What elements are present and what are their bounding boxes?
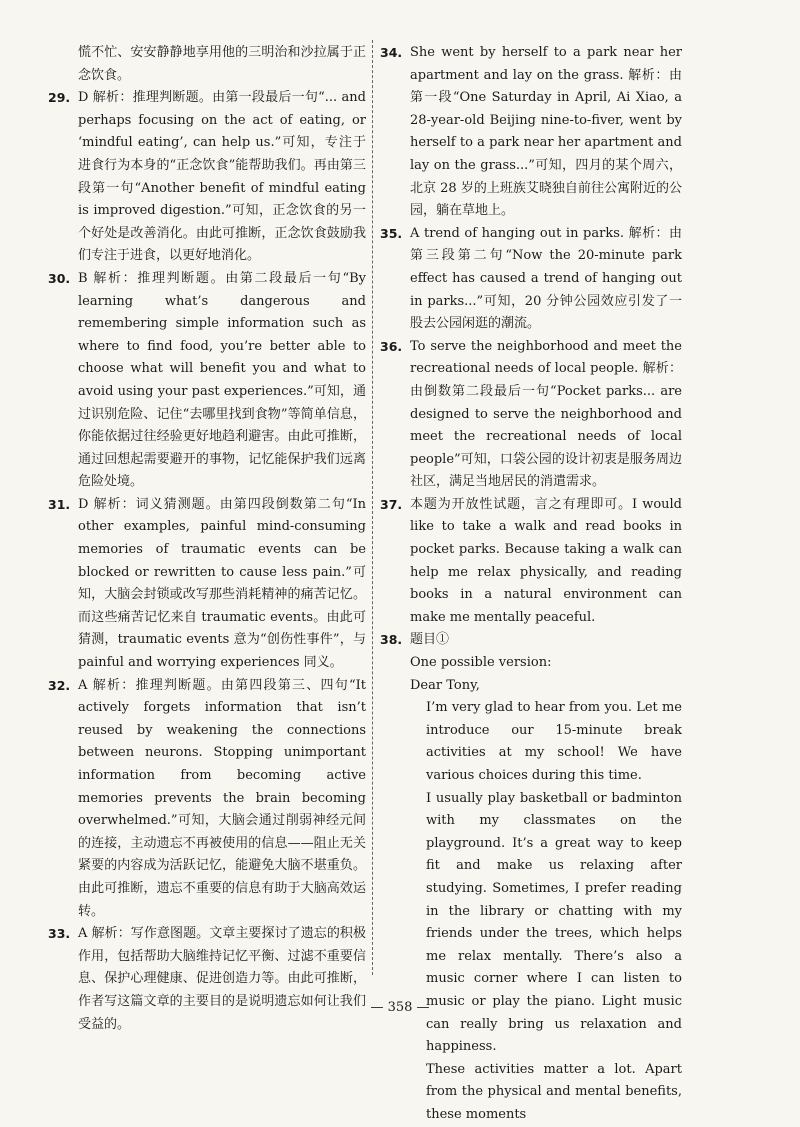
answer-item-35 [380,223,682,336]
item-number: 32. [48,677,71,693]
answer-item-30 [48,268,366,494]
answer-item-34 [380,42,682,223]
sample-essay [380,652,682,1126]
item-number: 35. [380,225,403,241]
item-text: 题目① [410,632,450,648]
essay-paragraph: I usually play basketball or badminton with my classmates on the playground. It’s a great way to keep fit and make us relaxing after studying. Sometimes, I prefer reading in the library or chatting with my friends under the trees, which helps me relax mentally. There’s also a music corner where I can listen to music or play the piano. Light music can really bring us relaxation and happiness. [426,790,682,1055]
item-text: A trend of hanging out in parks. 解析：由第三段第二句“Now the 20-minute park effect has caused a trend of hanging out in parks...”可知，20 分钟公园效应引发了一股去公园闲逛的潮流。 [410,225,682,332]
item-number: 36. [380,338,403,354]
item-number: 31. [48,496,71,512]
item-text: 本题为开放性试题，言之有理即可。I would like to take a walk and read books in pocket parks. Because taking a walk can help me relax physically, and reading books in a natural environment can make me mentally peaceful. [410,496,682,625]
answer-item-29 [48,87,366,268]
item-number: 33. [48,926,71,942]
right-column [380,42,682,1127]
answer-item-37 [380,494,682,630]
continuation-text: 慌不忙、安安静静地享用他的三明治和沙拉属于正念饮食。 [78,45,366,83]
answer-item-36 [380,336,682,494]
answer-item-33 [48,923,366,1036]
essay-paragraph: These activities matter a lot. Apart from the physical and mental benefits, these moments [426,1061,682,1122]
item-number: 30. [48,270,71,286]
item-text: B 解析：推理判断题。由第二段最后一句“By learning what’s dangerous and remembering simple information such as where to find food, you’re better able to choose what will benefit you and what to avoid using your past experiences.”可知，通过识别危险、记住“去哪里找到食物”等简单信息，你能依据过往经验更好地趋利避害。由此可推断，通过回想起需要避开的事物，记忆能保护我们远离危险处境。 [78,270,366,490]
item-text: To serve the neighborhood and meet the recreational needs of local people. 解析：由倒数第二段最后一句“Pocket parks... are designed to serve the neighborhood and meet the recreational needs of local people”可知，口袋公园的设计初衷是服务周边社区，满足当地居民的消遣需求。 [410,338,682,490]
item-text: D 解析：词义猜测题。由第四段倒数第二句“In other examples, painful mind-consuming memories of traumatic events can be blocked or rewritten to cause less pain.”可知，大脑会封锁或改写那些消耗精神的痛苦记忆。而这些痛苦记忆来自 traumatic events。由此可猜测，traumatic events 意为“创伤性事件”，与 painful and worrying experiences 同义。 [78,496,366,671]
item-number: 38. [380,632,403,648]
item-text: D 解析：推理判断题。由第一段最后一句“... and perhaps focusing on the act of eating, or ‘mindful eating’, can help us.”可知，专注于进食行为本身的“正念饮食”能帮助我们。再由第三段第一句“Another benefit of mindful eating is improved digestion.”可知，正念饮食的另一个好处是改善消化。由此可推断，正念饮食鼓励我们专注于进食，以更好地消化。 [78,90,366,264]
answer-item-31 [48,494,366,675]
essay-intro: One possible version: [410,655,552,671]
essay-paragraph: I’m very glad to hear from you. Let me introduce our 15-minute break activities at my school! We have various choices during this time. [426,700,682,783]
item-text: A 解析：推理判断题。由第四段第三、四句“It actively forgets information that isn’t reused by weakening the connections between neurons. Stopping unimportant information from becoming active memories prevents the brain becoming overwhelmed.”可知，大脑会通过削弱神经元间的连接，主动遗忘不再被使用的信息——阻止无关紧要的内容成为活跃记忆，能避免大脑不堪重负。由此可推断，遗忘不重要的信息有助于大脑高效运转。 [78,677,366,919]
item-text: A 解析：写作意图题。文章主要探讨了遗忘的积极作用，包括帮助大脑维持记忆平衡、过滤不重要信息、保护心理健康、促进创造力等。由此可推断，作者写这篇文章的主要目的是说明遗忘如何让我们受益的。 [78,926,366,1032]
item-number: 34. [380,45,403,60]
column-divider [372,40,373,975]
item-text: She went by herself to a park near her apartment and lay on the grass. 解析：由第一段“One Saturday in April, Ai Xiao, a 28-year-old Beijing nine-to-fiver, went by herself to a park near her apartment and lay on the grass...”可知，四月的某个周六，北京 28 岁的上班族艾晓独自前往公寓附近的公园，躺在草地上。 [410,45,682,219]
essay-greeting: Dear Tony, [410,677,480,693]
answer-item-32 [48,675,366,924]
item-number: 37. [380,496,403,512]
item-number: 29. [48,90,71,106]
left-column [48,42,366,1036]
answer-item-38 [380,629,682,652]
page-number: — 358 — [370,1000,430,1015]
